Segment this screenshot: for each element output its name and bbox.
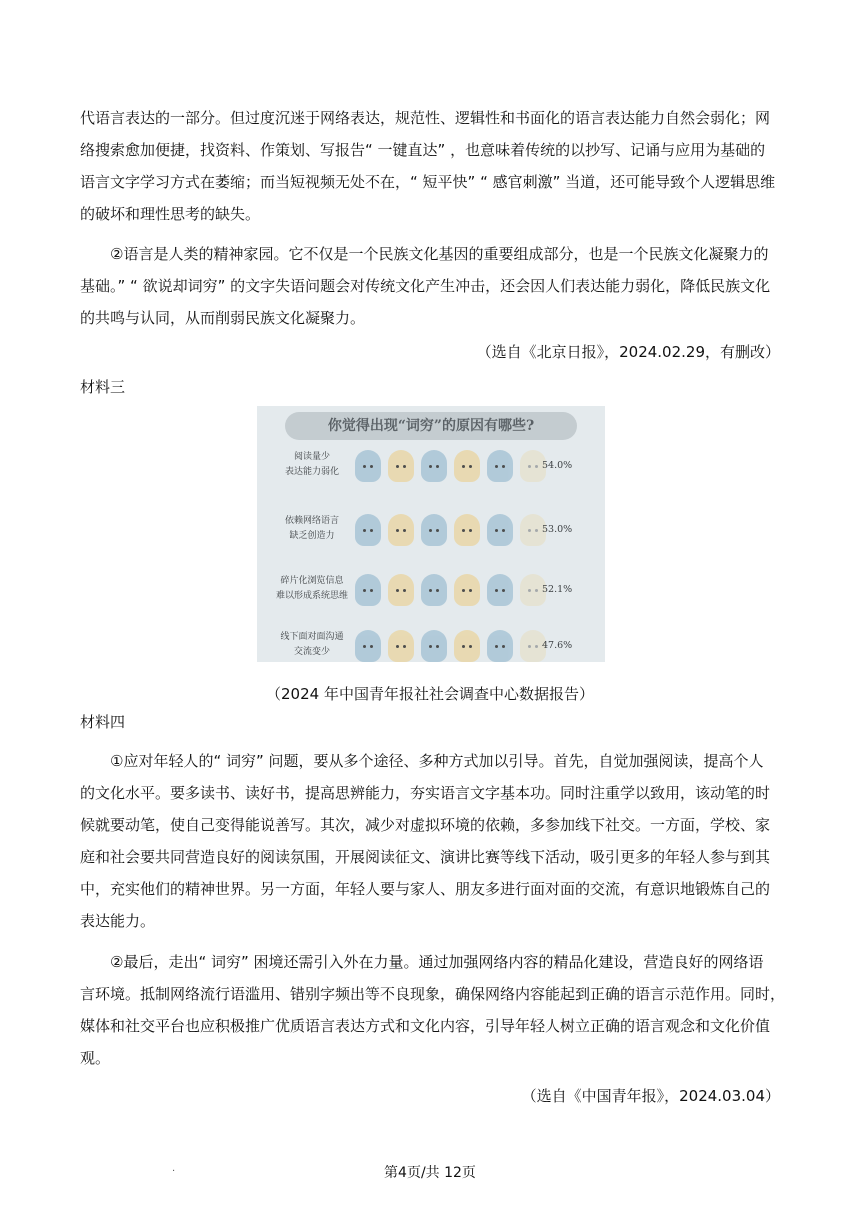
row-label-line: 阅读量少 [293,452,330,462]
text-line: 络搜索愈加便捷，找资料、作策划、写报告“ 一键直达” ，也意味着传统的以抄写、记诵与应用为基础的 [80,141,766,159]
person-head-icon [355,450,381,482]
person-head-icon [487,514,513,546]
text-line: 的文化水平。要多读书、读好书，提高思辨能力，夯实语言文字基本功。同时注重学以致用，该动笔的时 [80,784,771,802]
row-label-line: 交流变少 [293,647,330,657]
person-head-icon [388,514,414,546]
paragraph-2 [80,238,782,334]
text-line: 中，充实他们的精神世界。另一方面，年轻人要与家人、朋友多进行面对面的交流，有意识地锻炼自己的 [80,880,771,898]
infographic-row [257,512,605,552]
row-label [275,450,349,480]
material-3-label: 材料三 [80,378,126,396]
person-head-icon [421,450,447,482]
person-head-icon [487,574,513,606]
head-icons [355,448,540,488]
infographic-row [257,448,605,488]
person-head-icon [421,630,447,662]
infographic-row [257,572,605,612]
survey-infographic [257,406,605,662]
row-label-line: 难以形成系统思维 [275,591,348,601]
row-label [275,514,349,544]
text-line: 基础。” “ 欲说却词穷” 的文字失语问题会对传统文化产生冲击，还会因人们表达能力弱化，降低民族文化 [80,277,771,295]
person-head-icon [454,450,480,482]
page-number: 第4页/共 12页 [384,1165,476,1181]
row-label [275,630,349,660]
text-line: 的破坏和理性思考的缺失。 [80,205,261,223]
row-label-line: 线下面对面沟通 [280,632,344,642]
text-line: 候就要动笔，使自己变得能说善写。其次，减少对虚拟环境的依赖，多参加线下社交。一方面，学校、家 [80,816,771,834]
infographic-row [257,628,605,662]
paragraph-4a [80,745,782,937]
person-head-icon [421,514,447,546]
head-icons [355,512,540,552]
row-percent: 47.6% [542,640,573,651]
text-line: 观。 [80,1049,111,1067]
person-head-icon [388,450,414,482]
material-4-label: 材料四 [80,713,126,731]
row-percent: 54.0% [542,460,573,471]
text-line: 的共鸣与认同，从而削弱民族文化凝聚力。 [80,309,366,327]
infographic-title: 你觉得出现“词穷”的原因有哪些? [285,412,577,440]
person-head-icon [355,630,381,662]
head-icons [355,628,540,662]
text-line: 媒体和社交平台也应积极推广优质语言表达方式和文化内容，引导年轻人树立正确的语言观念和文化价值 [80,1017,771,1035]
row-label-line: 碎片化浏览信息 [280,576,344,586]
text-line: 庭和社会要共同营造良好的阅读氛围，开展阅读征文、演讲比赛等线下活动，吸引更多的年轻人参与到其 [80,848,771,866]
paragraph-top [80,102,782,230]
person-head-icon [355,514,381,546]
row-label-line: 依赖网络语言 [284,516,339,526]
paragraph-4b [80,946,786,1074]
text-line: 语言文字学习方式在萎缩；而当短视频无处不在，“ 短平快” “ 感官刺激” 当道，还可能导致个人逻辑思维 [80,173,776,191]
source-citation-1: （选自《北京日报》，2024.02.29，有删改） [476,343,780,361]
text-line: 表达能力。 [80,912,156,930]
person-head-icon [454,514,480,546]
person-head-icon [388,630,414,662]
text-line: ②语言是人类的精神家园。它不仅是一个民族文化基因的重要组成部分，也是一个民族文化凝聚力的 [110,245,769,263]
person-head-icon [388,574,414,606]
person-head-icon [487,630,513,662]
person-head-icon [355,574,381,606]
text-line: 言环境。抵制网络流行语滥用、错别字频出等不良现象，确保网络内容能起到正确的语言示范作用。同时， [80,985,786,1003]
infographic-caption: （2024 年中国青年报社社会调查中心数据报告） [266,685,594,703]
text-line: ①应对年轻人的“ 词穷” 问题，要从多个途径、多种方式加以引导。首先，自觉加强阅读，提高个人 [110,752,764,770]
row-percent: 53.0% [542,524,573,535]
person-head-icon [454,630,480,662]
text-line: 代语言表达的一部分。但过度沉迷于网络表达，规范性、逻辑性和书面化的语言表达能力自然会弱化；网 [80,109,771,127]
person-head-icon [454,574,480,606]
person-head-icon [487,450,513,482]
row-percent: 52.1% [542,584,573,595]
stray-dot: . [172,1163,176,1174]
person-head-icon [421,574,447,606]
head-icons [355,572,540,612]
text-line: ②最后，走出“ 词穷” 困境还需引入外在力量。通过加强网络内容的精品化建设，营造良好的网络语 [110,953,764,971]
row-label-line: 缺乏创造力 [289,531,335,541]
row-label [275,574,349,604]
source-citation-2: （选自《中国青年报》，2024.03.04） [521,1087,780,1105]
row-label-line: 表达能力弱化 [284,467,339,477]
